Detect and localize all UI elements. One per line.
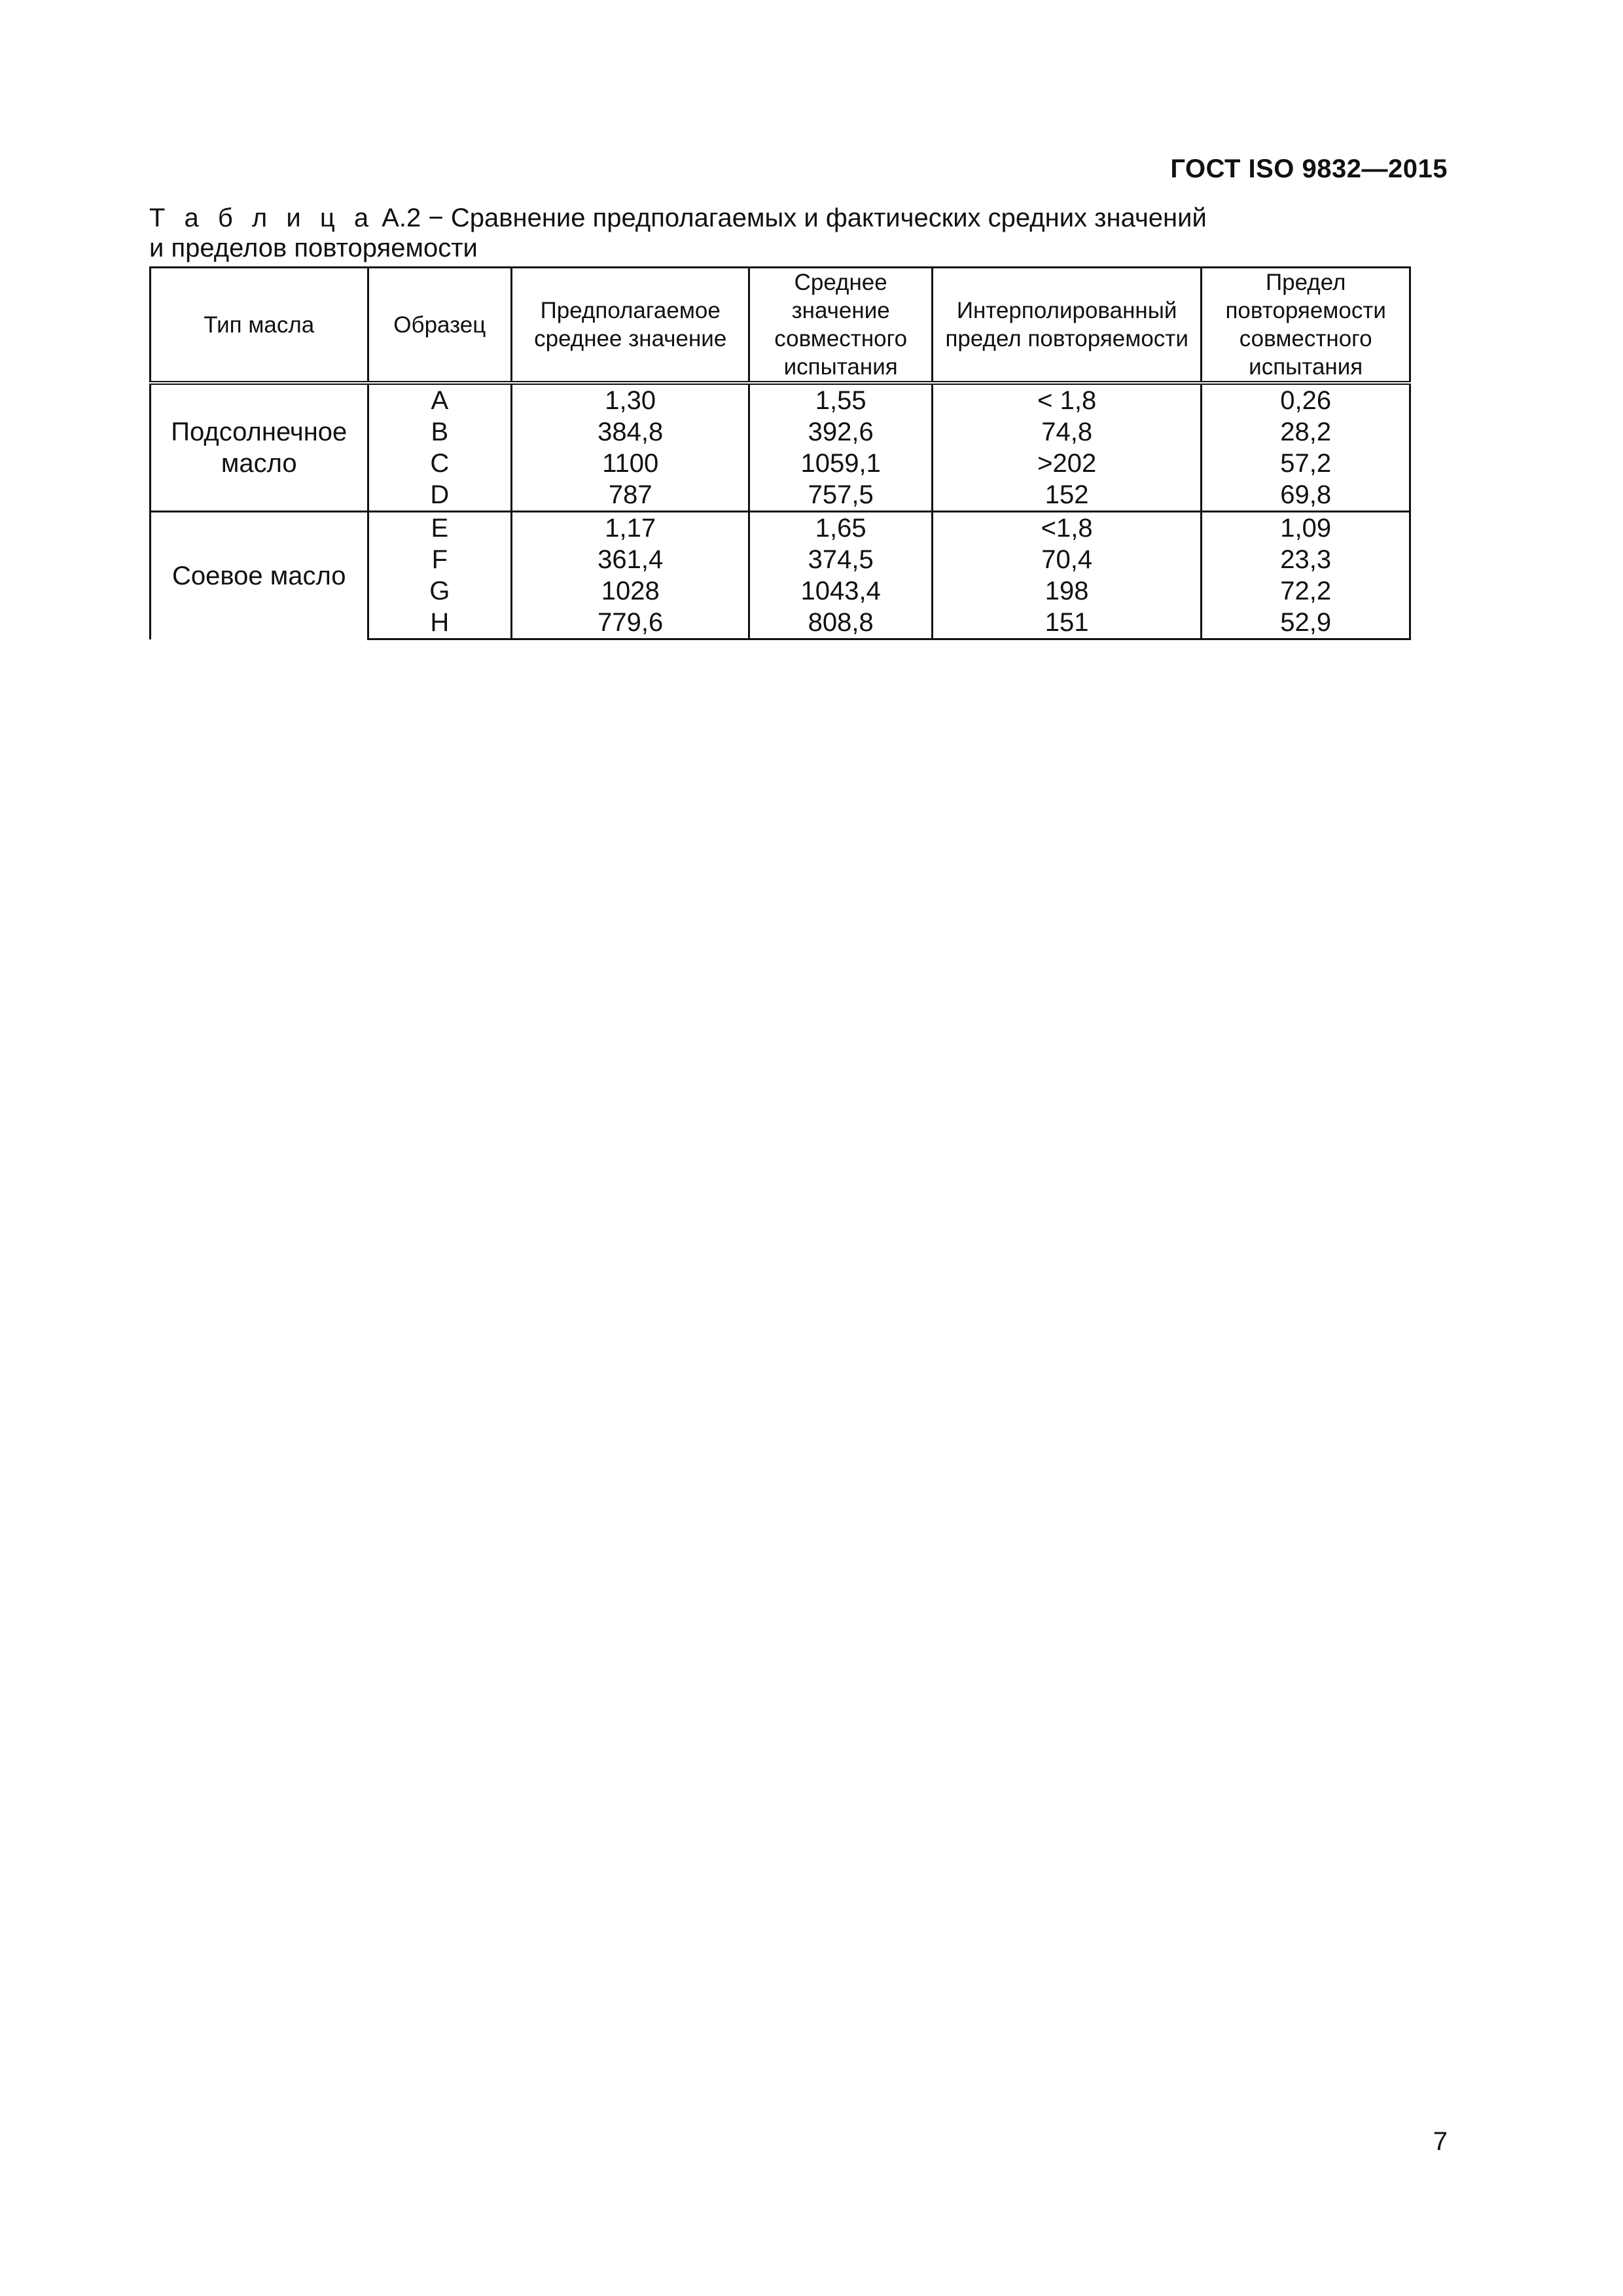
expected-cell: 1,17 — [512, 512, 749, 545]
table-caption — [149, 203, 1393, 263]
expected-cell: 384,8 — [512, 416, 749, 448]
interp-cell: < 1,8 — [932, 383, 1202, 416]
mean-cell: 1043,4 — [749, 575, 932, 607]
table-row — [151, 383, 1410, 416]
table-header-row — [151, 268, 1410, 384]
interp-cell: 74,8 — [932, 416, 1202, 448]
sample-cell: F — [368, 544, 511, 575]
mean-cell: 808,8 — [749, 607, 932, 639]
sample-cell: A — [368, 383, 511, 416]
limit-cell: 1,09 — [1202, 512, 1410, 545]
sample-cell: C — [368, 448, 511, 479]
document-code: ГОСТ ISO 9832—2015 — [1170, 154, 1448, 183]
limit-cell: 72,2 — [1202, 575, 1410, 607]
header-joint-limit: Предел повторяемости совместного испытания — [1202, 268, 1410, 384]
limit-cell: 52,9 — [1202, 607, 1410, 639]
interp-cell: <1,8 — [932, 512, 1202, 545]
header-joint-mean: Среднее значение совместного испытания — [749, 268, 932, 384]
expected-cell: 779,6 — [512, 607, 749, 639]
header-sample: Образец — [368, 268, 511, 384]
comparison-table — [149, 266, 1411, 640]
mean-cell: 374,5 — [749, 544, 932, 575]
caption-text-line1: А.2 − Сравнение предполагаемых и фактических средних значений — [374, 204, 1207, 232]
page-number: 7 — [1433, 2127, 1448, 2156]
limit-cell: 69,8 — [1202, 479, 1410, 512]
header-oil-type: Тип масла — [151, 268, 368, 384]
limit-cell: 28,2 — [1202, 416, 1410, 448]
header-interpolated-limit: Интерполированный предел повторяемости — [932, 268, 1202, 384]
oil-type-cell: Соевое масло — [151, 512, 368, 639]
caption-label: Т а б л и ц а — [149, 204, 375, 232]
expected-cell: 787 — [512, 479, 749, 512]
sample-cell: H — [368, 607, 511, 639]
expected-cell: 1028 — [512, 575, 749, 607]
interp-cell: 198 — [932, 575, 1202, 607]
header-expected-mean: Предполагаемое среднее значение — [512, 268, 749, 384]
sample-cell: E — [368, 512, 511, 545]
expected-cell: 1100 — [512, 448, 749, 479]
interp-cell: >202 — [932, 448, 1202, 479]
interp-cell: 151 — [932, 607, 1202, 639]
caption-text-line2: и пределов повторяемости — [149, 234, 478, 262]
mean-cell: 1059,1 — [749, 448, 932, 479]
limit-cell: 23,3 — [1202, 544, 1410, 575]
expected-cell: 1,30 — [512, 383, 749, 416]
mean-cell: 392,6 — [749, 416, 932, 448]
interp-cell: 70,4 — [932, 544, 1202, 575]
sample-cell: B — [368, 416, 511, 448]
mean-cell: 757,5 — [749, 479, 932, 512]
sample-cell: D — [368, 479, 511, 512]
oil-type-cell: Подсолнечное масло — [151, 383, 368, 512]
limit-cell: 0,26 — [1202, 383, 1410, 416]
mean-cell: 1,55 — [749, 383, 932, 416]
limit-cell: 57,2 — [1202, 448, 1410, 479]
mean-cell: 1,65 — [749, 512, 932, 545]
interp-cell: 152 — [932, 479, 1202, 512]
expected-cell: 361,4 — [512, 544, 749, 575]
sample-cell: G — [368, 575, 511, 607]
table-row — [151, 512, 1410, 545]
